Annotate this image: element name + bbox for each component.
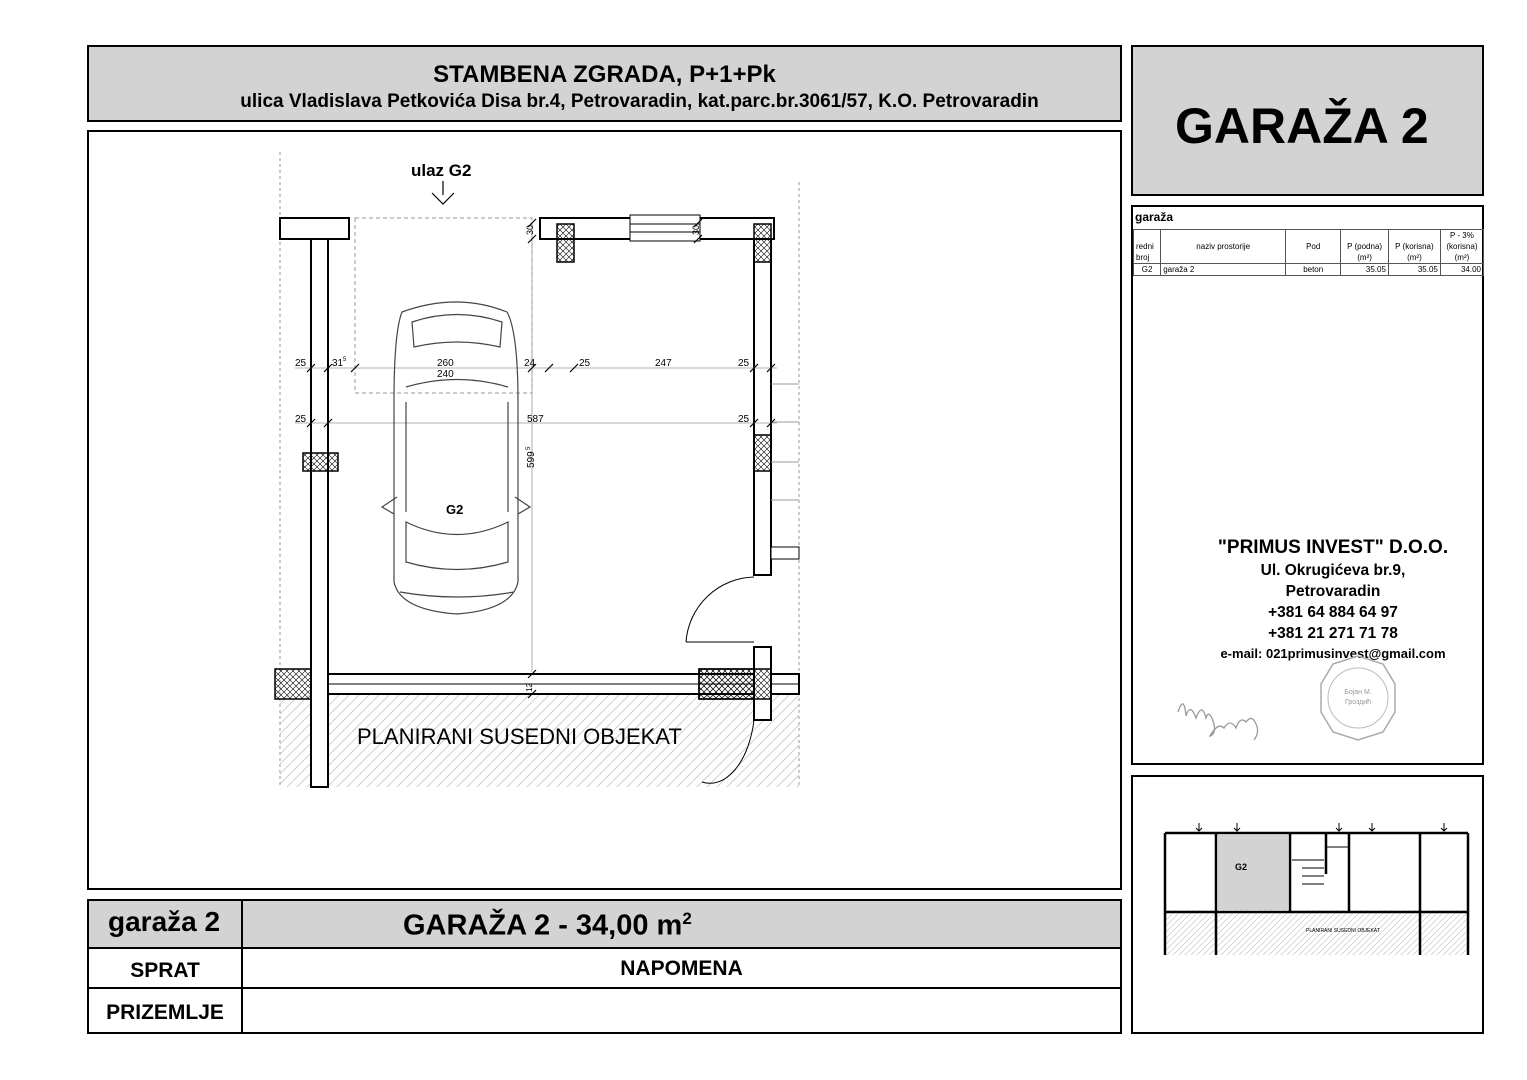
company-name: "PRIMUS INVEST" D.O.O. [1217, 537, 1449, 558]
building-title: STAMBENA ZGRADA, P+1+Pk [433, 61, 776, 88]
dim-247: 247 [655, 358, 672, 369]
dim-25-d: 25 [295, 414, 307, 425]
company-email: e-mail: 021primusinvest@gmail.com [1220, 646, 1446, 661]
column-left [303, 453, 338, 471]
company-city: Petrovaradin [1285, 583, 1381, 600]
entrance-label: ulaz G2 [411, 161, 472, 180]
key-plan-panel [1131, 775, 1484, 1034]
header-title-block [87, 45, 1122, 122]
unit-label: garaža 2 [89, 901, 243, 949]
room-table-section-label: garaža [1135, 210, 1174, 224]
garage-title-block [1131, 45, 1484, 196]
floor-plan-panel [87, 130, 1122, 890]
room-table [1133, 229, 1484, 276]
row-pod: beton [1286, 264, 1341, 276]
row-p-podna: 35.05 [1341, 264, 1389, 276]
area-title-text: GARAŽA 2 - 34,00 m [403, 909, 683, 942]
dim-30-a: 30 [525, 224, 535, 235]
company-block [1173, 537, 1493, 661]
table-row [1134, 264, 1484, 276]
note-value [243, 989, 1120, 1032]
neighbor-label: PLANIRANI SUSEDNI OBJEKAT [357, 724, 682, 749]
area-title-sup: 2 [682, 909, 692, 928]
col-p3-line2: (korisna) [1440, 241, 1483, 252]
window [630, 215, 700, 241]
col-p3-line1: P - 3% [1440, 230, 1483, 242]
bottom-info-table [87, 899, 1122, 1034]
car-icon [382, 302, 530, 614]
key-plan-highlight [1218, 835, 1288, 910]
garage-title: GARAŽA 2 [1175, 98, 1429, 154]
signature-stamp-area [1133, 652, 1482, 762]
row-naziv: garaža 2 [1161, 264, 1286, 276]
company-phone-2: +381 21 271 71 78 [1268, 625, 1398, 642]
dim-240: 240 [437, 369, 454, 380]
wall-right [754, 239, 771, 575]
col-p-korisna-line2: (m²) [1388, 252, 1440, 264]
info-panel [1131, 205, 1484, 765]
key-plan-neighbor-label: PLANIRANI SUSEDNI OBJEKAT [1306, 928, 1380, 934]
dim-599-sup: 5 [526, 446, 532, 450]
area-title [243, 901, 1120, 949]
dim-31-sup: 5 [343, 357, 347, 363]
company-phone-1: +381 64 884 64 97 [1268, 604, 1398, 621]
dim-25-c: 25 [738, 358, 750, 369]
door-swing [686, 577, 754, 642]
floor-header: SPRAT [89, 949, 243, 989]
dim-25-e: 25 [738, 414, 750, 425]
building-address: ulica Vladislava Petkovića Disa br.4, Petrovaradin, kat.parc.br.3061/57, K.O. Petrovaradin [240, 91, 1039, 112]
wall-left [311, 239, 328, 787]
dim-25-b: 25 [579, 358, 591, 369]
col-pod: Pod [1286, 241, 1341, 252]
entrance-arrow-icon [432, 181, 454, 204]
col-p-korisna-line1: P (korisna) [1388, 241, 1440, 252]
company-street: Ul. Okrugićeva br.9, [1260, 562, 1406, 579]
row-broj: G2 [1134, 264, 1161, 276]
row-p3: 34.00 [1440, 264, 1483, 276]
dim-599: 599 [526, 451, 537, 468]
col-redni-line1: redni [1134, 241, 1161, 252]
col-naziv: naziv prostorije [1161, 241, 1286, 252]
col-redni-line2: broj [1134, 252, 1161, 264]
room-label: G2 [446, 502, 464, 517]
dim-30-b: 30 [691, 224, 701, 235]
dim-25-a: 25 [295, 358, 307, 369]
dim-260: 260 [437, 358, 454, 369]
dim-587: 587 [527, 414, 544, 425]
row-p-korisna: 35.05 [1388, 264, 1440, 276]
floor-plan-drawing [89, 132, 1120, 888]
col-p-podna-line1: P (podna) [1341, 241, 1389, 252]
signature-icon [1178, 704, 1258, 740]
stamp-line-2: Гроздић [1344, 699, 1372, 706]
key-plan-entrance-arrows-icon [1196, 823, 1447, 831]
note-header: NAPOMENA [243, 949, 1120, 989]
stamp-line-1: Бојан М. [1344, 689, 1372, 696]
dim-12: 12 [525, 683, 534, 692]
col-p3-line3: (m²) [1440, 252, 1483, 264]
stamp-icon [1321, 656, 1395, 740]
key-plan-g2-label: G2 [1235, 862, 1248, 872]
wall-top-left [280, 218, 349, 239]
col-p-podna-line2: (m²) [1341, 252, 1389, 264]
floor-value: PRIZEMLJE [89, 989, 243, 1032]
dim-24: 24 [524, 358, 536, 369]
key-plan-drawing [1133, 777, 1482, 1032]
dim-31: 31 [332, 358, 344, 369]
